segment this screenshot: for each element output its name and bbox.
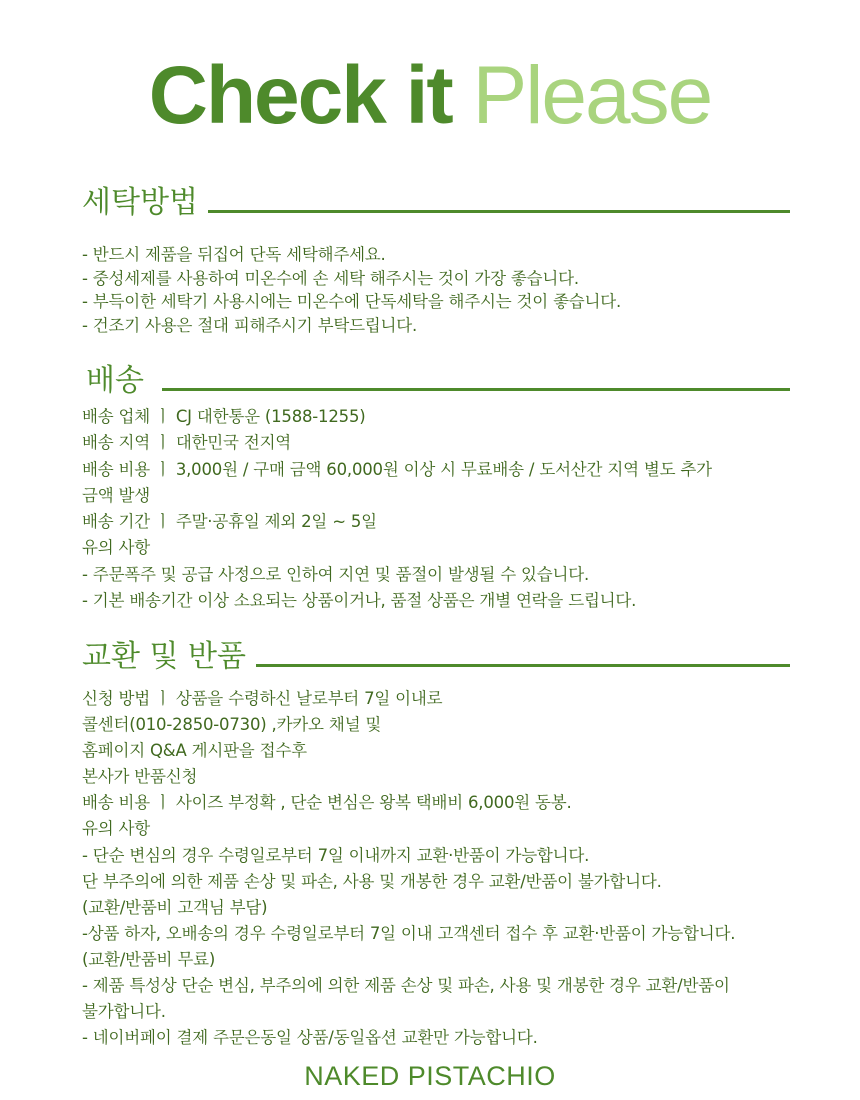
shipping-info — [82, 404, 822, 614]
wash-line: - 건조기 사용은 절대 피해주시기 부탁드립니다. — [82, 315, 418, 335]
shipping-line: 금액 발생 — [82, 485, 151, 505]
shipping-line: 유의 사항 — [82, 538, 151, 558]
wash-line: - 중성세제를 사용하여 미온수에 손 세탁 해주시는 것이 가장 좋습니다. — [82, 268, 579, 288]
returns-info — [82, 686, 822, 1051]
returns-line: 홈페이지 Q&A 게시판을 접수후 — [82, 741, 307, 761]
returns-line: 본사가 반품신청 — [82, 767, 198, 787]
wash-section-divider — [208, 210, 790, 213]
shipping-line: 배송 비용 ㅣ 3,000원 / 구매 금액 60,000원 이상 시 무료배송 / 도서산간 지역 별도 추가 — [82, 459, 712, 479]
returns-line: - 네이버페이 결제 주문은동일 상품/동일옵션 교환만 가능합니다. — [82, 1028, 538, 1048]
shipping-section-divider — [162, 388, 790, 391]
returns-section-title: 교환 및 반품 — [82, 639, 246, 674]
returns-line: 배송 비용 ㅣ 사이즈 부정확 , 단순 변심은 왕복 택배비 6,000원 동봉. — [82, 793, 572, 813]
shipping-line: 배송 기간 ㅣ 주말·공휴일 제외 2일 ~ 5일 — [82, 512, 377, 532]
returns-line: - 제품 특성상 단순 변심, 부주의에 의한 제품 손상 및 파손, 사용 및 개봉한 경우 교환/반품이 — [82, 976, 730, 996]
returns-line: -상품 하자, 오배송의 경우 수령일로부터 7일 이내 고객센터 접수 후 교환·반품이 가능합니다. — [82, 923, 736, 943]
returns-line: - 단순 변심의 경우 수령일로부터 7일 이내까지 교환·반품이 가능합니다. — [82, 845, 590, 865]
shipping-section-title: 배송 — [86, 363, 144, 398]
wash-line: - 반드시 제품을 뒤집어 단독 세탁해주세요. — [82, 245, 386, 264]
returns-section-header — [82, 638, 790, 676]
check-it-please-logo — [0, 50, 860, 142]
returns-line: 단 부주의에 의한 제품 손상 및 파손, 사용 및 개봉한 경우 교환/반품이 불가합니다. — [82, 871, 662, 891]
shipping-line: - 주문폭주 및 공급 사정으로 인하여 지연 및 품절이 발생될 수 있습니다. — [82, 564, 589, 584]
returns-line: (교환/반품비 무료) — [82, 949, 216, 969]
wash-section-title: 세탁방법 — [82, 185, 198, 220]
wash-section-header — [82, 184, 790, 222]
shipping-line: 배송 지역 ㅣ 대한민국 전지역 — [82, 433, 292, 453]
shipping-section-header — [86, 362, 790, 400]
wash-line: - 부득이한 세탁기 사용시에는 미온수에 단독세탁을 해주시는 것이 좋습니다. — [82, 292, 622, 312]
returns-line: (교환/반품비 고객님 부담) — [82, 897, 268, 917]
returns-section-divider — [256, 664, 790, 667]
brand-footer: NAKED PISTACHIO — [304, 1061, 556, 1091]
returns-line: 유의 사항 — [82, 819, 151, 839]
returns-line: 불가합니다. — [82, 1002, 166, 1022]
returns-line: 신청 방법 ㅣ 상품을 수령하신 날로부터 7일 이내로 — [82, 689, 443, 708]
wash-instructions — [82, 243, 822, 337]
logo-light-text: Please — [472, 50, 712, 141]
shipping-line: 배송 업체 ㅣ CJ 대한통운 (1588-1255) — [82, 407, 366, 426]
returns-line: 콜센터(010-2850-0730) ,카카오 채널 및 — [82, 715, 382, 735]
shipping-line: - 기본 배송기간 이상 소요되는 상품이거나, 품절 상품은 개별 연락을 드립니다. — [82, 591, 637, 611]
logo-bold-text: Check it — [148, 50, 473, 141]
